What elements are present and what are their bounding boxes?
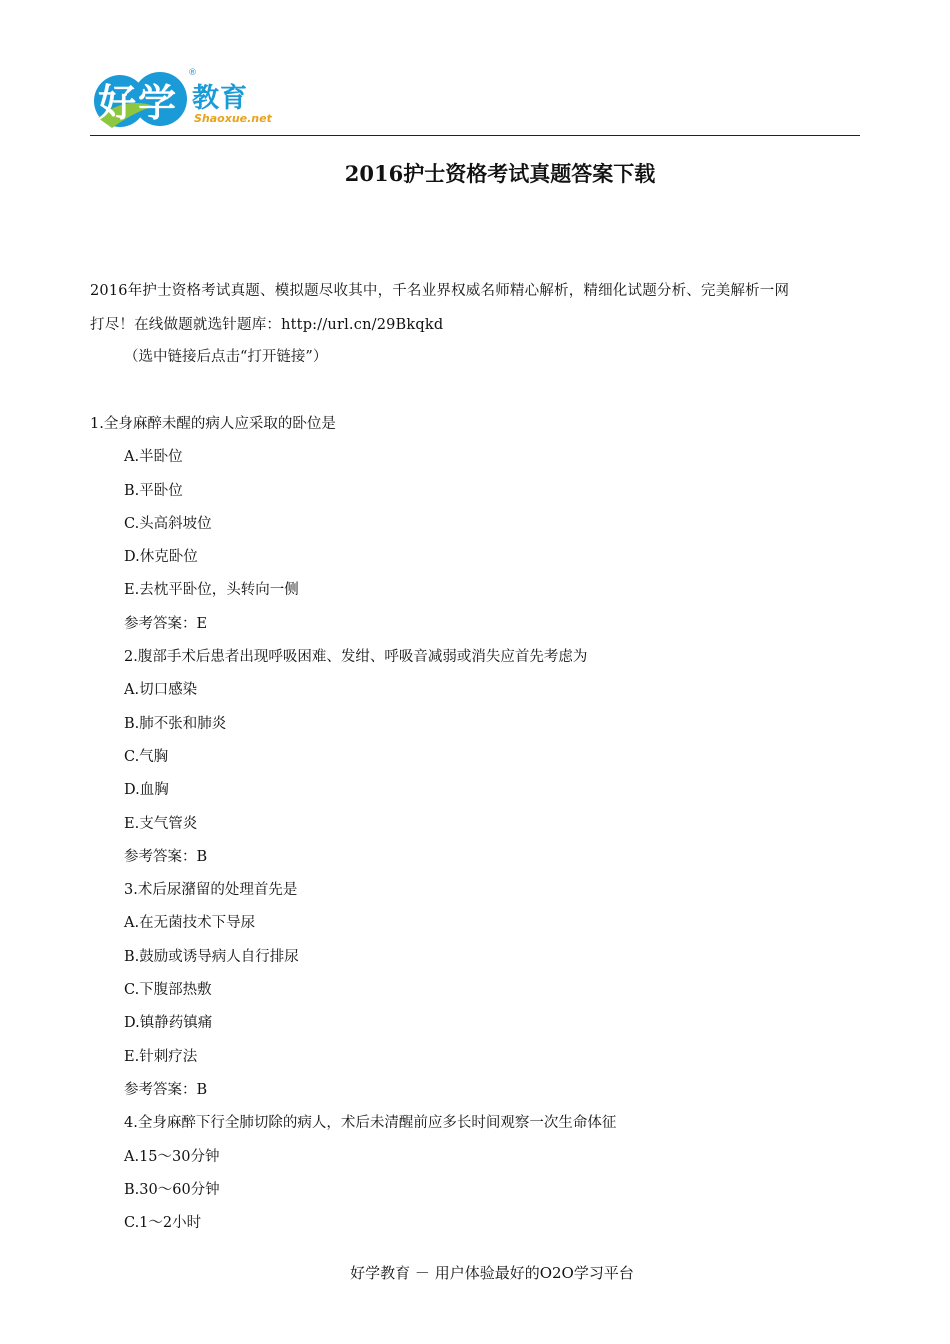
- brand-logo[interactable]: [94, 66, 284, 136]
- option-1e: E.去枕平卧位，头转向一侧: [124, 582, 299, 599]
- answer-3: 参考答案：B: [124, 1081, 208, 1098]
- question-3: 3.术后尿潴留的处理首先是: [124, 882, 298, 899]
- option-3d: D.镇静药镇痛: [124, 1015, 213, 1032]
- option-2e: E.支气管炎: [124, 815, 198, 832]
- intro-note: （选中链接后点击“打开链接”）: [124, 349, 328, 365]
- option-3c: C.下腹部热敷: [124, 982, 212, 999]
- option-3e: E.针刺疗法: [124, 1048, 198, 1065]
- option-3b: B.鼓励或诱导病人自行排尿: [124, 948, 299, 965]
- header-divider: [90, 135, 860, 136]
- logo-url-text: Shaoxue.net: [194, 112, 272, 125]
- option-2a: A.切口感染: [124, 682, 198, 699]
- option-4c: C.1～2小时: [124, 1215, 202, 1232]
- option-4a: A.15～30分钟: [124, 1148, 220, 1165]
- intro-paragraph: [90, 274, 862, 342]
- page-footer: 好学教育 － 用户体验最好的O2O学习平台: [350, 1264, 634, 1282]
- intro-line-1: 2016年护士资格考试真题、模拟题尽收其中，千名业界权威名师精心解析，精细化试题分析、完美解析一网: [90, 283, 790, 299]
- question-list: [90, 408, 870, 1240]
- answer-1: 参考答案：E: [124, 615, 208, 632]
- option-2c: C.气胸: [124, 748, 169, 765]
- answer-2: 参考答案：B: [124, 848, 208, 865]
- option-3a: A.在无菌技术下导尿: [124, 915, 256, 932]
- option-2d: D.血胸: [124, 782, 169, 799]
- option-1c: C.头高斜坡位: [124, 515, 212, 532]
- option-1a: A.半卧位: [124, 449, 183, 466]
- option-1d: D.休克卧位: [124, 549, 198, 566]
- option-4b: B.30～60分钟: [124, 1181, 220, 1198]
- question-2: 2.腹部手术后患者出现呼吸困难、发绀、呼吸音减弱或消失应首先考虑为: [124, 649, 588, 666]
- page-title: 2016护士资格考试真题答案下载: [344, 161, 656, 186]
- option-1b: B.平卧位: [124, 482, 183, 499]
- logo-main-text: 好学: [98, 81, 179, 125]
- intro-line-2[interactable]: 打尽！在线做题就选针题库：http://url.cn/29Bkqkd: [90, 317, 444, 333]
- question-4: 4.全身麻醉下行全肺切除的病人，术后未清醒前应多长时间观察一次生命体征: [124, 1115, 617, 1132]
- logo-registered-mark: ®: [188, 68, 197, 78]
- logo-sub-text: 教育: [192, 83, 248, 114]
- question-1: 1.全身麻醉未醒的病人应采取的卧位是: [90, 416, 336, 432]
- option-2b: B.肺不张和肺炎: [124, 715, 227, 732]
